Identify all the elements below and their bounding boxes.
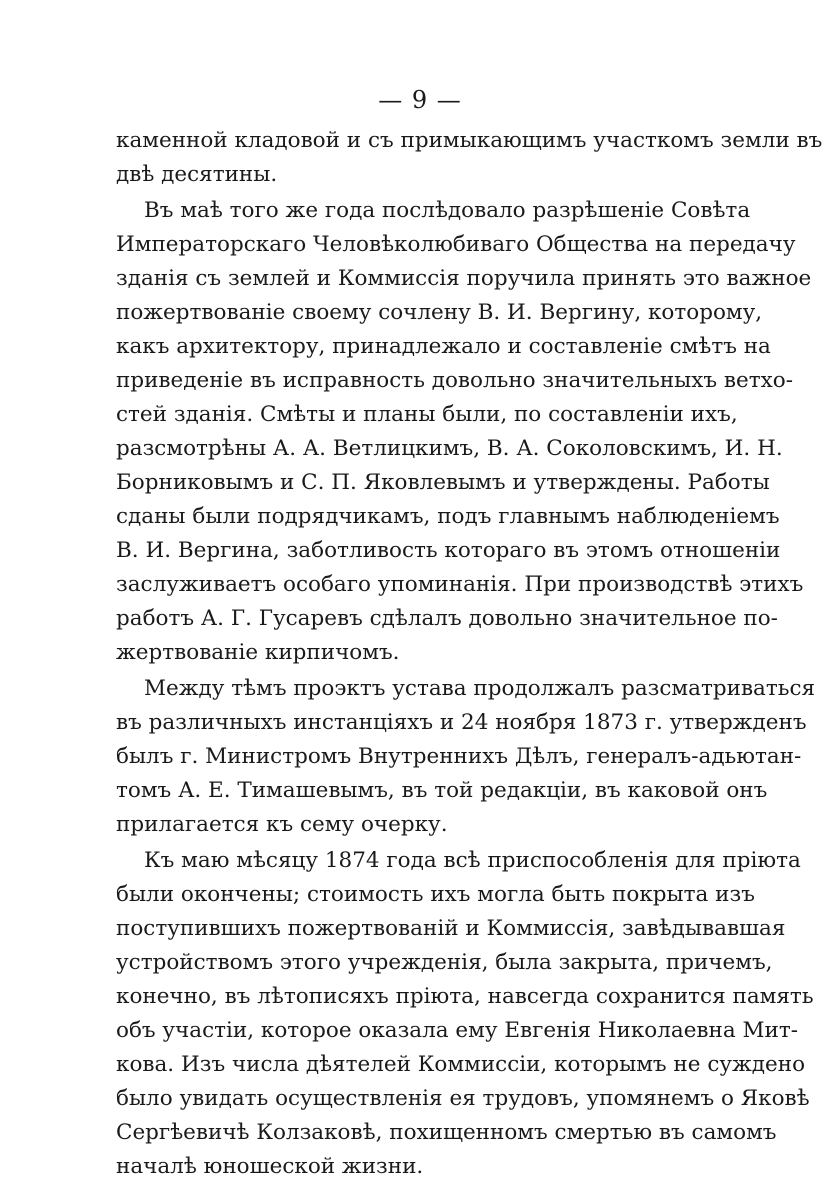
text-line: зданія съ землей и Коммиссія поручила принять это важное bbox=[116, 266, 812, 291]
text-line: Борниковымъ и С. П. Яковлевымъ и утверждены. Работы bbox=[116, 470, 770, 495]
text-line: приведеніе въ исправность довольно значительныхъ ветхо- bbox=[116, 368, 793, 393]
text-line: каменной кладовой и съ примыкающимъ участкомъ земли въ bbox=[116, 128, 823, 153]
text-line: разсмотрѣны А. А. Ветлицкимъ, В. А. Соколовскимъ, И. Н. bbox=[116, 436, 783, 461]
text-line: прилагается къ сему очерку. bbox=[116, 812, 448, 837]
text-line: Сергѣевичѣ Колзаковѣ, похищенномъ смертью въ самомъ bbox=[116, 1120, 777, 1145]
text-line: поступившихъ пожертвованій и Коммиссія, завѣдывавшая bbox=[116, 916, 786, 941]
text-line: стей зданія. Смѣты и планы были, по составленіи ихъ, bbox=[116, 402, 738, 427]
text-line: сданы были подрядчикамъ, подъ главнымъ наблюденіемъ bbox=[116, 504, 780, 529]
text-line: заслуживаетъ особаго упоминанія. При производствѣ этихъ bbox=[116, 572, 804, 597]
text-line: какъ архитектору, принадлежало и составленіе смѣтъ на bbox=[116, 334, 771, 359]
text-line: началѣ юношеской жизни. bbox=[116, 1154, 424, 1179]
text-line: двѣ десятины. bbox=[116, 162, 278, 187]
text-line: были окончены; стоимость ихъ могла быть покрыта изъ bbox=[116, 882, 755, 907]
text-line: пожертвованіе своему сочлену В. И. Вергину, которому, bbox=[116, 300, 763, 325]
text-line: былъ г. Министромъ Внутреннихъ Дѣлъ, генералъ-адьютан- bbox=[116, 744, 802, 769]
text-line: жертвованіе кирпичомъ. bbox=[116, 640, 400, 665]
text-line: Между тѣмъ проэктъ устава продолжалъ разсматриваться bbox=[144, 676, 816, 701]
text-line: Къ маю мѣсяцу 1874 года всѣ приспособленія для пріюта bbox=[144, 848, 801, 873]
text-line: Императорскаго Человѣколюбиваго Общества на передачу bbox=[116, 232, 796, 257]
text-line: томъ А. Е. Тимашевымъ, въ той редакціи, въ каковой онъ bbox=[116, 778, 768, 803]
text-line: Въ маѣ того же года послѣдовало разрѣшеніе Совѣта bbox=[144, 198, 751, 223]
text-line: работъ А. Г. Гусаревъ сдѣлалъ довольно значительное по- bbox=[116, 606, 778, 631]
text-line: В. И. Вергина, заботливость котораго въ этомъ отношеніи bbox=[116, 538, 781, 563]
text-line: было увидать осуществленія ея трудовъ, упомянемъ о Яковѣ bbox=[116, 1086, 810, 1111]
text-line: объ участіи, которое оказала ему Евгенія Николаевна Мит- bbox=[116, 1018, 799, 1043]
text-line: кова. Изъ числа дѣятелей Коммиссіи, которымъ не суждено bbox=[116, 1052, 806, 1077]
text-line: въ различныхъ инстанціяхъ и 24 ноября 1873 г. утвержденъ bbox=[116, 710, 807, 735]
text-line: конечно, въ лѣтописяхъ пріюта, навсегда сохранится память bbox=[116, 984, 814, 1009]
page-number: — 9 — bbox=[378, 86, 462, 114]
text-line: устройствомъ этого учрежденія, была закрыта, причемъ, bbox=[116, 950, 773, 975]
